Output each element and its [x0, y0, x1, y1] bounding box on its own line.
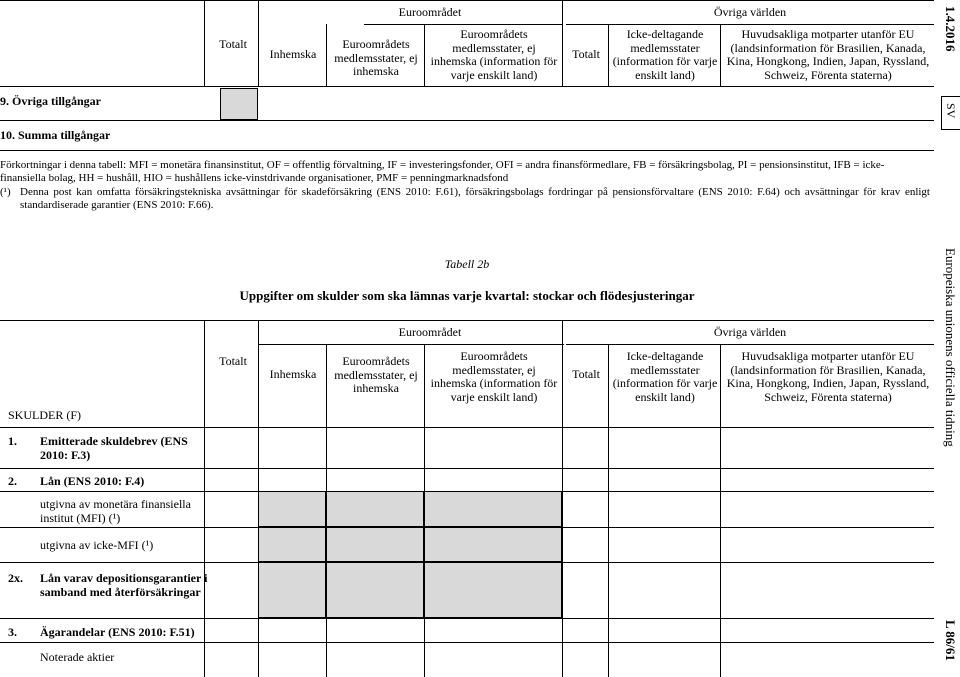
header-ovriga-varlden: Övriga världen	[713, 5, 787, 19]
t2-header-totalt: Totalt	[219, 354, 247, 368]
t2-header-ovriga-varlden: Övriga världen	[713, 325, 787, 339]
t2-header-inhemska: Inhemska	[269, 367, 317, 381]
shaded-cell	[424, 527, 562, 562]
shaded-cell	[326, 491, 424, 527]
row-ovriga-tillgangar: 9. Övriga tillgångar	[0, 94, 101, 108]
margin-date: 1.4.2016	[943, 6, 958, 52]
row2x-label: Lån varav depositionsgarantier i samband med återförsäkringar	[40, 571, 208, 599]
footnote-text: Denna post kan omfatta försäkringstekniska avsättningar för skadeförsäkring (ENS 2010: F.61), försäkringsbolags fordringar på pensionsförvaltare (ENS 2010: F.64) och avsättningar för krav enligt standardiserade garantier (ENS 2010: F.66).	[20, 186, 930, 211]
header-euro-member: Euroområdets medlemsstater, ej inhemska	[334, 37, 418, 78]
t2-header-euroomradet: Euroområdet	[398, 325, 462, 339]
shaded-cell	[424, 562, 562, 618]
row-summa-tillgangar: 10. Summa tillgångar	[0, 128, 111, 142]
t2-header-counterparts: Huvudsakliga motparter utanför EU (landsinformation för Brasilien, Kanada, Kina, Hongkong, Indien, Japan, Ryssland, Schweiz, Förenta staterna)	[726, 349, 930, 404]
margin-page: L 86/61	[943, 620, 958, 661]
header-totalt-2: Totalt	[572, 47, 600, 61]
row2a-label: utgivna av monetära finansiella institut (MFI) (¹)	[40, 497, 191, 525]
shaded-cell	[424, 491, 562, 527]
margin-journal: Europeiska unionens officiella tidning	[943, 248, 958, 447]
abbreviations-note: Förkortningar i denna tabell: MFI = monetära finansinstitut, OF = offentlig förvaltning, IF = investeringsfonder, OFI = andra finansförmedlare, FB = försäkringsbolag, PI = pensionsinstitut, IFB = icke-finansiella bolag, HH = hushåll, HIO = hushållens icke-vinstdrivande organisationer, PMF = penningmarknadsfond	[0, 159, 885, 184]
row2b-label: utgivna av icke-MFI (¹)	[40, 538, 154, 552]
header-non-euro: Icke-deltagande medlemsstater (information för varje enskilt land)	[612, 27, 718, 82]
t2-header-non-euro: Icke-deltagande medlemsstater (information för varje enskilt land)	[612, 349, 718, 404]
table-caption: Tabell 2b	[444, 257, 490, 271]
row2-label: Lån (ENS 2010: F.4)	[40, 474, 145, 488]
shaded-cell	[326, 527, 424, 562]
header-euro-member-info: Euroområdets medlemsstater, ej inhemska (information för varje enskilt land)	[430, 27, 558, 82]
margin-lang: SV	[944, 103, 958, 119]
shaded-cell	[220, 88, 258, 120]
section-skulder: SKULDER (F)	[8, 408, 82, 422]
t2-header-euro-member: Euroområdets medlemsstater, ej inhemska	[334, 354, 418, 395]
row1-num: 1.	[8, 434, 17, 448]
shaded-cell	[326, 562, 424, 618]
row1-label: Emitterade skuldebrev (ENS 2010: F.3)	[40, 434, 188, 462]
row2x-num: 2x.	[8, 571, 23, 585]
t2-header-totalt-2: Totalt	[572, 367, 600, 381]
margin-lang-box	[941, 96, 960, 130]
header-totalt: Totalt	[219, 37, 247, 51]
shaded-cell	[258, 562, 326, 618]
t2-header-euro-member-info: Euroområdets medlemsstater, ej inhemska (information för varje enskilt land)	[430, 349, 558, 404]
row3-num: 3.	[8, 625, 17, 639]
row2-num: 2.	[8, 474, 17, 488]
header-inhemska: Inhemska	[269, 47, 317, 61]
shaded-cell	[258, 527, 326, 562]
row3a-label: Noterade aktier	[40, 650, 115, 664]
footnote-marker: (¹)	[0, 186, 11, 198]
row3-label: Ägarandelar (ENS 2010: F.51)	[40, 625, 195, 639]
table-title: Uppgifter om skulder som ska lämnas varje kvartal: stockar och flödesjusteringar	[239, 288, 695, 303]
header-counterparts: Huvudsakliga motparter utanför EU (landsinformation för Brasilien, Kanada, Kina, Hongkong, Indien, Japan, Ryssland, Schweiz, Förenta staterna)	[726, 27, 930, 82]
header-euroomradet: Euroområdet	[398, 5, 462, 19]
shaded-cell	[258, 491, 326, 527]
